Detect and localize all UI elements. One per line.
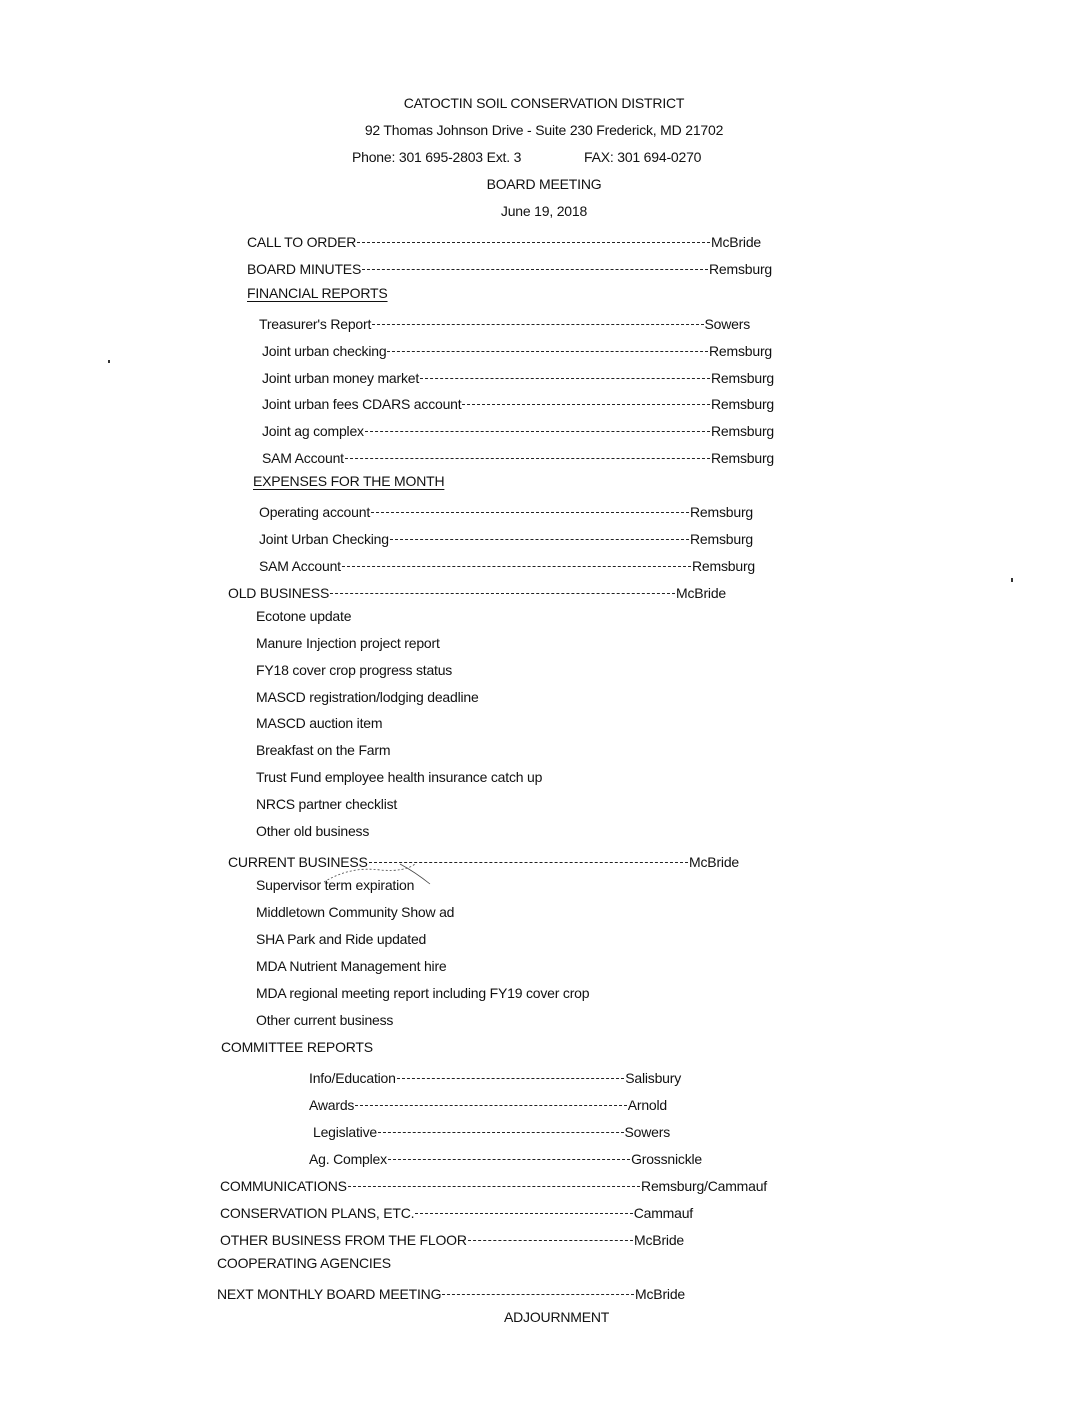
presenter: McBride xyxy=(711,234,761,250)
item-label: CALL TO ORDER xyxy=(247,234,357,250)
presenter: Remsburg xyxy=(690,504,753,520)
presenter: McBride xyxy=(689,854,739,870)
current-business-item: MDA Nutrient Management hire xyxy=(256,958,447,974)
agenda-item-board-minutes xyxy=(247,256,772,278)
current-business-item: Supervisor term expiration xyxy=(256,877,415,893)
agenda-item-old-business xyxy=(228,580,726,602)
leader-dots xyxy=(462,391,710,409)
leader-dots xyxy=(357,229,710,247)
presenter: Grossnickle xyxy=(631,1151,702,1167)
leader-dots xyxy=(420,365,710,383)
old-business-item: MASCD registration/lodging deadline xyxy=(256,689,479,705)
old-business-item: Other old business xyxy=(256,823,370,839)
current-business-item: SHA Park and Ride updated xyxy=(256,931,427,947)
presenter: Cammauf xyxy=(633,1205,693,1221)
item-label: OTHER BUSINESS FROM THE FLOOR xyxy=(220,1232,467,1248)
meeting-date: June 19, 2018 xyxy=(500,203,588,219)
agenda-item-cooperating-agencies: COOPERATING AGENCIES xyxy=(217,1255,391,1271)
presenter: Remsburg/Cammauf xyxy=(641,1178,767,1194)
item-label: Awards xyxy=(309,1097,355,1113)
leader-dots xyxy=(330,580,675,598)
agenda-item-call-to-order xyxy=(247,229,761,251)
item-label: NEXT MONTHLY BOARD MEETING xyxy=(217,1286,442,1302)
item-label: Joint urban fees CDARS account xyxy=(262,396,462,412)
agenda-item-next-meeting xyxy=(217,1281,685,1303)
committee-item xyxy=(309,1092,667,1114)
presenter: Remsburg xyxy=(711,423,774,439)
old-business-item: Trust Fund employee health insurance catch up xyxy=(256,769,543,785)
leader-dots xyxy=(378,1119,624,1137)
leader-dots xyxy=(442,1281,634,1299)
agenda-item-other-business xyxy=(220,1227,684,1249)
item-label: Joint Urban Checking xyxy=(259,531,389,547)
fax: FAX: 301 694-0270 xyxy=(584,149,702,165)
old-business-item: Ecotone update xyxy=(256,608,352,624)
financial-item xyxy=(262,365,774,387)
current-business-item: MDA regional meeting report including FY19 cover crop xyxy=(256,985,590,1001)
item-label: Legislative xyxy=(313,1124,377,1140)
presenter: McBride xyxy=(635,1286,685,1302)
leader-dots xyxy=(387,338,708,356)
leader-dots xyxy=(365,418,710,436)
presenter: Remsburg xyxy=(711,370,774,386)
item-label: COMMUNICATIONS xyxy=(220,1178,347,1194)
leader-dots xyxy=(397,1065,625,1083)
leader-dots xyxy=(388,1146,630,1164)
address: 92 Thomas Johnson Drive - Suite 230 Frederick, MD 21702 xyxy=(364,122,724,138)
presenter: Remsburg xyxy=(709,343,772,359)
presenter: Sowers xyxy=(624,1124,670,1140)
item-label: SAM Account xyxy=(259,558,341,574)
scan-speck xyxy=(108,360,110,363)
old-business-item: NRCS partner checklist xyxy=(256,796,398,812)
old-business-item: Breakfast on the Farm xyxy=(256,742,391,758)
committee-item xyxy=(309,1146,702,1168)
leader-dots xyxy=(372,311,703,329)
old-business-item: FY18 cover crop progress status xyxy=(256,662,453,678)
presenter: Remsburg xyxy=(690,531,753,547)
item-label: Joint urban checking xyxy=(262,343,387,359)
expense-item xyxy=(259,499,753,521)
item-label: SAM Account xyxy=(262,450,344,466)
item-label: Operating account xyxy=(259,504,371,520)
scan-speck xyxy=(1011,578,1013,582)
organization-name: CATOCTIN SOIL CONSERVATION DISTRICT xyxy=(403,95,685,111)
item-label: OLD BUSINESS xyxy=(228,585,330,601)
item-label: CONSERVATION PLANS, ETC. xyxy=(220,1205,415,1221)
agenda-item-communications xyxy=(220,1173,767,1195)
leader-dots xyxy=(342,553,691,571)
leader-dots xyxy=(371,499,689,517)
financial-item xyxy=(259,311,750,333)
presenter: Arnold xyxy=(627,1097,667,1113)
old-business-item: MASCD auction item xyxy=(256,715,383,731)
presenter: McBride xyxy=(676,585,726,601)
presenter: McBride xyxy=(634,1232,684,1248)
leader-dots xyxy=(355,1092,626,1110)
expense-item xyxy=(259,526,753,548)
section-heading-committee-reports: COMMITTEE REPORTS xyxy=(221,1039,373,1055)
financial-item xyxy=(262,338,772,360)
current-business-item: Middletown Community Show ad xyxy=(256,904,455,920)
agenda-item-adjournment: ADJOURNMENT xyxy=(504,1309,610,1325)
presenter: Remsburg xyxy=(711,450,774,466)
leader-dots xyxy=(362,256,708,274)
item-label: Joint ag complex xyxy=(262,423,364,439)
meeting-title: BOARD MEETING xyxy=(486,176,602,192)
financial-item xyxy=(262,391,774,413)
leader-dots xyxy=(415,1200,632,1218)
financial-item xyxy=(262,418,774,440)
agenda-item-current-business xyxy=(228,849,739,871)
section-heading-financial-reports: FINANCIAL REPORTS xyxy=(247,285,388,301)
expense-item xyxy=(259,553,755,575)
leader-dots xyxy=(345,445,710,463)
presenter: Salisbury xyxy=(625,1070,681,1086)
leader-dots xyxy=(390,526,689,544)
leader-dots xyxy=(348,1173,640,1191)
item-label: CURRENT BUSINESS xyxy=(228,854,368,870)
item-label: Treasurer's Report xyxy=(259,316,372,332)
financial-item xyxy=(262,445,774,467)
committee-item xyxy=(313,1119,670,1141)
leader-dots xyxy=(468,1227,633,1245)
presenter: Remsburg xyxy=(709,261,772,277)
old-business-item: Manure Injection project report xyxy=(256,635,440,651)
item-label: Joint urban money market xyxy=(262,370,420,386)
item-label: BOARD MINUTES xyxy=(247,261,362,277)
section-heading-expenses: EXPENSES FOR THE MONTH xyxy=(253,473,445,489)
item-label: Ag. Complex xyxy=(309,1151,387,1167)
committee-item xyxy=(309,1065,681,1087)
presenter: Remsburg xyxy=(711,396,774,412)
item-label: Info/Education xyxy=(309,1070,396,1086)
presenter: Sowers xyxy=(704,316,750,332)
presenter: Remsburg xyxy=(692,558,755,574)
current-business-item: Other current business xyxy=(256,1012,394,1028)
phone: Phone: 301 695-2803 Ext. 3 xyxy=(352,149,522,165)
agenda-item-conservation-plans xyxy=(220,1200,693,1222)
